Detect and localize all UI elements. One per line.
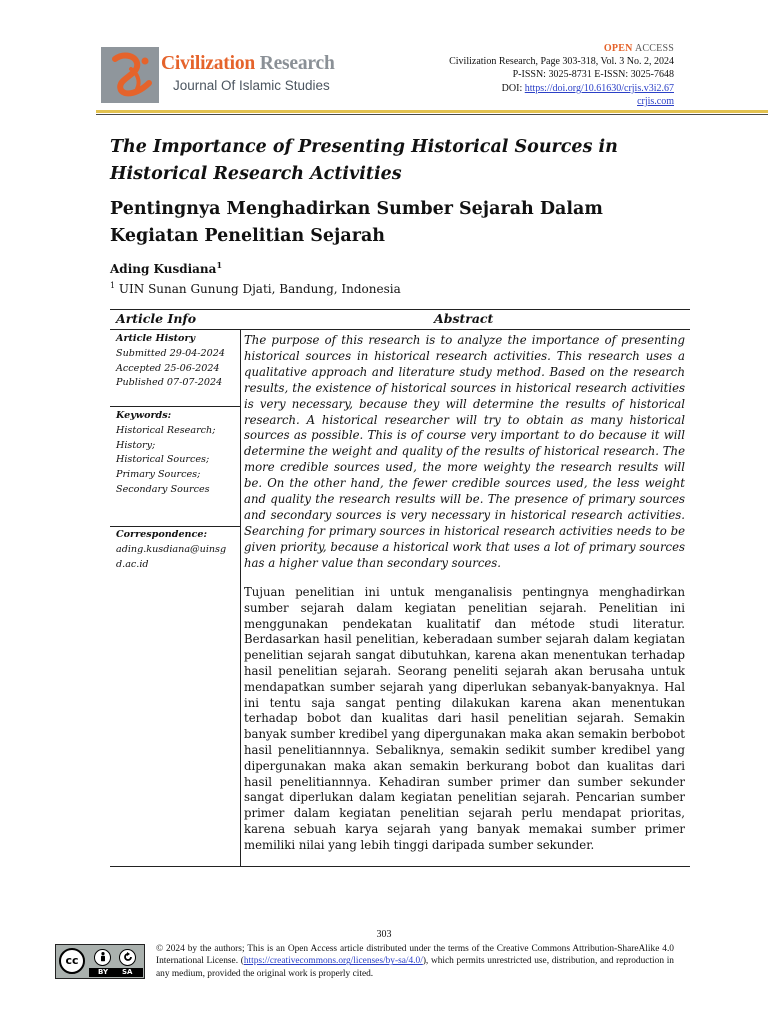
- issn-line: P-ISSN: 3025-8731 E-ISSN: 3025-7648: [512, 69, 674, 81]
- doi-label: DOI:: [501, 82, 523, 94]
- journal-logo-name: [161, 53, 335, 75]
- calligraphy-mark-icon: [101, 47, 159, 103]
- accepted-date: Accepted 25-06-2024: [116, 362, 220, 374]
- article-title-english: The Importance of Presenting Historical Sources in Historical Research Activities: [110, 137, 618, 184]
- correspondence-section: [116, 528, 236, 572]
- abstract-heading: Abstract: [434, 311, 494, 326]
- table-top-rule: [110, 309, 690, 310]
- keyword-item: Secondary Sources: [116, 483, 210, 495]
- info-divider-2: [110, 526, 240, 527]
- keywords-section: [116, 409, 236, 498]
- article-history: [116, 332, 236, 391]
- creative-commons-icon: cc: [59, 948, 85, 974]
- cc-by-text: BY: [98, 968, 109, 976]
- correspondence-email-line1[interactable]: ading.kusdiana@uinsg: [116, 543, 227, 555]
- table-column-divider: [240, 330, 241, 866]
- person-icon: [96, 950, 110, 964]
- header-gold-rule: [96, 110, 768, 113]
- license-link[interactable]: https://creativecommons.org/licenses/by-sa/4.0/: [243, 956, 423, 967]
- citation-line: Civilization Research, Page 303-318, Vol. 3 No. 2, 2024: [449, 56, 674, 68]
- share-alike-icon: [119, 949, 136, 966]
- author-name: Ading Kusdiana: [110, 262, 217, 276]
- open-access-word-access: ACCESS: [635, 43, 674, 54]
- license-text-part1: © 2024 by the authors; This is an Open Access article distributed under the terms of the Creative Commons Attribution-ShareAlike 4.0 International License. (: [156, 944, 674, 967]
- doi-line: [449, 82, 674, 95]
- correspondence-label: Correspondence:: [116, 529, 208, 540]
- table-header-rule: [110, 329, 690, 330]
- abstract-indonesian: Tujuan penelitian ini untuk menganalisis pentingnya menghadirkan sumber sejarah dalam kegiatan penelitian sejarah. Penelitian ini menggunakan pendekatan kualitatif dan métode studi literatur. Berdasarkan hasil penelitian, keberadaan sumber sejarah dalam kegiatan penelitian sejarah sangat dibutuhkan, karena akan menentukan terhadap hasil penelitian sejarah. Seorang peneliti sejarah akan berusaha untuk mendapatkan sumber sejarah yang diperlukan sebanyak-banyaknya. Hal ini tentu saja sangat penting dilakukan karena akan menentukan terhadap bobot dan kualitas dari hasil penelitian sejarah. Semakin banyak sumber kredibel yang dipergunakan maka akan semakin berbobot hasil penelitiannnya. Sebaliknya, semakin sedikit sumber kredibel yang dipergunakan maka akan semakin berkurang bobot dan kualitas dari hasil penelitiannnya. Kehadiran sumber primer dan sumber sekunder sangat diperlukan dalam kegiatan penelitian sejarah. Pencarian sumber primer dalam kegiatan penelitian sejarah perlu mendapat prioritas, karena sebuah karya sejarah yang banyak memakai sumber primer memiliki nilai yang lebih tinggi daripada sumber sekunder.: [244, 585, 685, 852]
- journal-logo: [101, 47, 369, 103]
- article-title-indonesian: Pentingnya Menghadirkan Sumber Sejarah Dalam Kegiatan Penelitian Sejarah: [110, 199, 603, 246]
- license-text: [156, 943, 674, 980]
- correspondence-email-line2[interactable]: d.ac.id: [116, 558, 149, 570]
- author: [110, 260, 222, 276]
- attribution-person-icon: [94, 949, 111, 966]
- affiliation: [110, 281, 401, 296]
- article-history-label: Article History: [116, 333, 196, 344]
- logo-name-part1: Civilization: [161, 53, 256, 74]
- header-dark-rule: [96, 114, 768, 115]
- logo-name-part2: Research: [259, 53, 335, 74]
- article-info-heading: Article Info: [116, 311, 197, 326]
- keyword-item: Primary Sources;: [116, 469, 201, 481]
- page-number: 303: [376, 929, 392, 940]
- cc-license-badge[interactable]: [55, 944, 145, 979]
- keyword-item: Historical Research;: [116, 424, 216, 436]
- keyword-item: Historical Sources;: [116, 454, 210, 466]
- abstract-english: The purpose of this research is to analyze the importance of presenting historical sources in historical research activities. This research uses a qualitative approach and literature study method. Based on the research results, the existence of historical sources in historical research activities is very necessary, because they will determine the results of historical research. A historical researcher will try to obtain as many historical sources as possible. This is of course very important to do because it will determine the weight and quality of the results of historical research. The more credible sources used, the more weighty the research results will be. On the other hand, the fewer credible sources used, the less weight and quality the research results will be. The presence of primary sources and secondary sources is very necessary in historical research activities. Searching for primary sources in historical research activities needs to be given priority, because a historical work that uses a lot of primary sources has a higher value than secondary sources.: [244, 333, 685, 570]
- keyword-item: History;: [116, 439, 156, 451]
- submitted-date: Submitted 29-04-2024: [116, 347, 225, 359]
- affiliation-superscript: 1: [110, 281, 116, 290]
- table-bottom-rule: [110, 866, 690, 867]
- journal-site-link[interactable]: crjis.com: [637, 95, 674, 107]
- keywords-label: Keywords:: [116, 410, 172, 421]
- info-divider-1: [110, 406, 240, 407]
- journal-logo-mark: [101, 47, 159, 103]
- journal-logo-subtitle: Journal Of Islamic Studies: [173, 78, 330, 93]
- journal-meta: [449, 42, 674, 108]
- affiliation-text: UIN Sunan Gunung Djati, Bandung, Indonesia: [118, 282, 401, 296]
- published-date: Published 07-07-2024: [116, 377, 223, 389]
- share-alike-arrow-icon: [121, 950, 135, 964]
- open-access-word-open: OPEN: [603, 43, 633, 54]
- open-access-label: [449, 42, 674, 55]
- doi-link[interactable]: https://doi.org/10.61630/crjis.v3i2.67: [524, 82, 674, 94]
- cc-by-sa-bar: [89, 968, 143, 977]
- author-superscript: 1: [216, 260, 223, 270]
- license-text-part2: ), which permits unrestricted use, distribution, and reproduction in any medium, provided the original work is properly cited.: [156, 956, 674, 979]
- cc-sa-text: SA: [122, 968, 133, 976]
